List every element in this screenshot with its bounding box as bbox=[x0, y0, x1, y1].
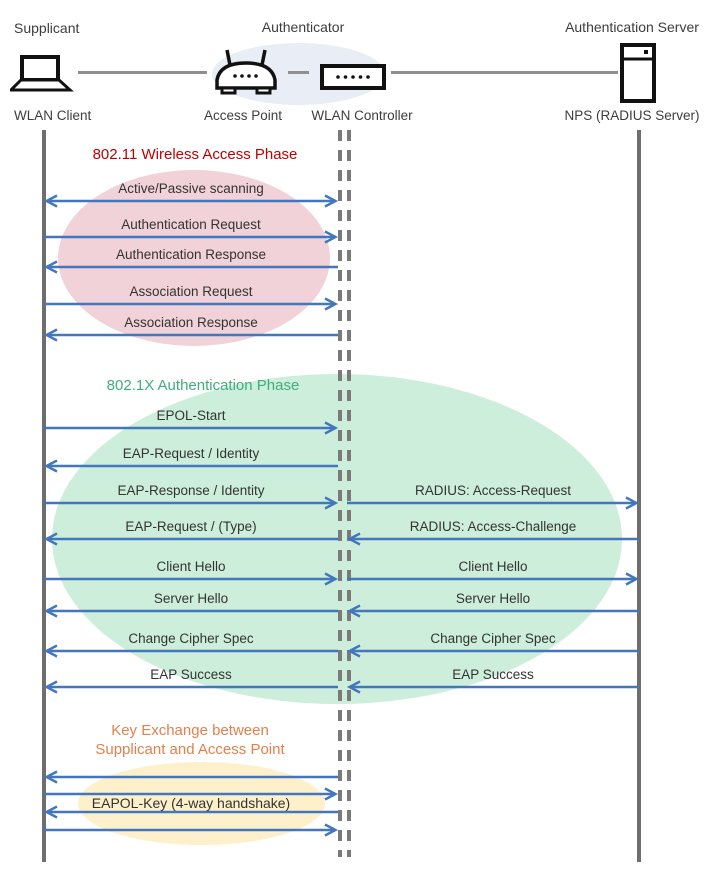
message-label: Change Cipher Spec bbox=[128, 631, 254, 646]
role-authenticator: Authenticator bbox=[261, 19, 345, 35]
phase1-title: 802.11 Wireless Access Phase bbox=[92, 146, 298, 163]
device-access-point: Access Point bbox=[203, 108, 283, 123]
server-icon bbox=[620, 43, 656, 103]
phase3-title-line2: Supplicant and Access Point bbox=[95, 741, 285, 758]
message-label: Association Request bbox=[129, 284, 253, 299]
message-arrow bbox=[44, 822, 338, 838]
connector-ap-controller bbox=[288, 71, 309, 74]
phase3-title-line1: Key Exchange between bbox=[111, 722, 269, 739]
wlan-controller-icon bbox=[320, 64, 386, 90]
message-label: Active/Passive scanning bbox=[118, 181, 264, 196]
message-label: Authentication Response bbox=[115, 247, 267, 262]
connector-controller-server bbox=[391, 71, 618, 74]
device-wlan-client: WLAN Client bbox=[14, 108, 92, 123]
message-label: RADIUS: Access-Request bbox=[414, 483, 572, 498]
laptop-icon bbox=[10, 54, 74, 94]
message-label: EPOL-Start bbox=[156, 408, 226, 423]
eapol-key-label: EAPOL-Key (4-way handshake) bbox=[91, 795, 291, 811]
device-wlan-controller: WLAN Controller bbox=[311, 108, 413, 123]
message-label: Server Hello bbox=[153, 591, 229, 606]
message-label: EAP-Request / (Type) bbox=[125, 519, 257, 534]
message-label: Association Response bbox=[124, 315, 258, 330]
message-label: Client Hello bbox=[458, 559, 528, 574]
message-label: EAP Success bbox=[452, 667, 534, 682]
connector-client-ap bbox=[78, 71, 207, 74]
role-supplicant: Supplicant bbox=[14, 20, 80, 36]
message-label: EAP-Response / Identity bbox=[117, 483, 265, 498]
phase2-title: 802.1X Authentication Phase bbox=[106, 377, 300, 394]
message-label: EAP Success bbox=[150, 667, 232, 682]
message-label: Server Hello bbox=[455, 591, 531, 606]
access-point-icon bbox=[212, 47, 280, 97]
message-arrow bbox=[44, 769, 338, 785]
message-label: Client Hello bbox=[156, 559, 226, 574]
message-label: Authentication Request bbox=[121, 217, 261, 232]
role-authentication-server: Authentication Server bbox=[565, 19, 699, 35]
message-label: RADIUS: Access-Challenge bbox=[409, 519, 577, 534]
device-nps-radius-server: NPS (RADIUS Server) bbox=[564, 108, 700, 123]
message-label: EAP-Request / Identity bbox=[122, 446, 260, 461]
message-label: Change Cipher Spec bbox=[430, 631, 556, 646]
